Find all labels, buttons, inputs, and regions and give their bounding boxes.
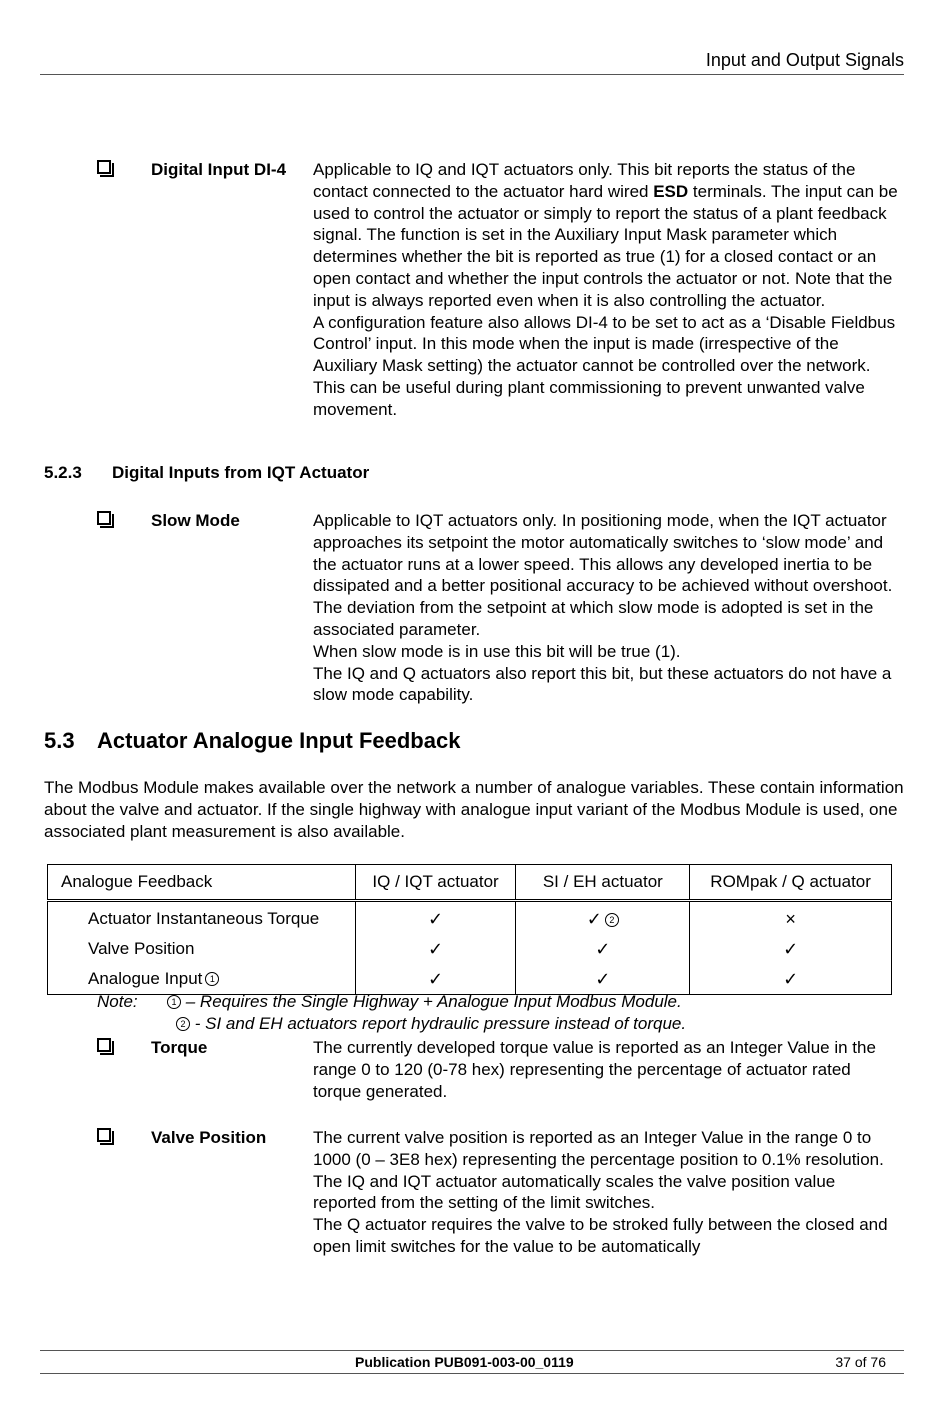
table-header: IQ / IQT actuator xyxy=(355,865,516,901)
entry-description xyxy=(313,1127,903,1258)
footnote-marker: 1 xyxy=(167,995,181,1009)
footnote-marker: 2 xyxy=(605,913,619,927)
cross-mark-icon: × xyxy=(785,908,796,929)
checkbox-bullet-icon xyxy=(97,1128,111,1142)
note-line-1: 1 – Requires the Single Highway + Analogue Input Modbus Module. xyxy=(164,991,682,1013)
esd-emphasis: ESD xyxy=(653,181,689,201)
section-intro: The Modbus Module makes available over the network a number of analogue variables. These contain information about the valve and actuator. If the single highway with analogue input variant of the Modbus Module is used, one associated plant measurement is also available. xyxy=(44,778,904,841)
check-mark-icon: ✓ xyxy=(428,938,444,959)
table-row xyxy=(48,964,892,995)
entry-paragraph: When slow mode is in use this bit will be true (1). xyxy=(313,641,681,661)
entry-term: Digital Input DI-4 xyxy=(151,160,287,179)
section-number: 5.3 xyxy=(44,728,75,753)
note-label: Note: xyxy=(97,992,138,1011)
table-cell xyxy=(690,934,892,964)
table-cell xyxy=(516,901,690,935)
checkbox-bullet-icon xyxy=(97,511,111,525)
entry-paragraph: The currently developed torque value is reported as an Integer Value in the range 0 to 120 (0-78 hex) representing the percentage of actuator rated torque generated. xyxy=(313,1038,876,1101)
table-cell xyxy=(516,964,690,995)
page-number: 37 of 76 xyxy=(835,1354,886,1370)
note-line-2: 2 - SI and EH actuators report hydraulic pressure instead of torque. xyxy=(173,1013,686,1035)
subsection-title: Digital Inputs from IQT Actuator xyxy=(112,463,370,482)
table-row xyxy=(48,934,892,964)
subsection-number: 5.2.3 xyxy=(44,463,82,482)
entry-term: Slow Mode xyxy=(151,511,240,530)
entry-term: Valve Position xyxy=(151,1128,267,1147)
table-header-row xyxy=(48,865,892,901)
subsection-heading xyxy=(44,463,369,483)
checkbox-bullet-icon xyxy=(97,160,111,174)
entry-description: Applicable to IQ and IQT actuators only. This bit reports the status of the contact connected to the actuator hard wired ESD terminals. The input can be used to control the actuator or simply to report the status of a plant feedback signal. The function is set in the Auxiliary Input Mask parameter which determines whether the bit is reported as true (1) for a closed contact or an open contact and whether the input controls the actuator or not. Note that the input is always reported even when it is also controlling the actuator. A configuration feature also allows DI-4 to be set to act as a ‘Disable Fieldbus Control’ input. In this mode when the input is made (irrespective of the Auxiliary Mask setting) the actuator cannot be controlled over the network. This can be useful during plant commissioning to prevent unwanted valve movement. xyxy=(313,159,903,421)
row-label: Actuator Instantaneous Torque xyxy=(48,901,356,935)
entry-paragraph: The IQ and Q actuators also report this bit, but these actuators do not have a slow mode capability. xyxy=(313,663,892,705)
entry-paragraph: The IQ and IQT actuator automatically scales the valve position value reported from the setting of the limit switches. xyxy=(313,1171,836,1213)
check-mark-icon: ✓ xyxy=(428,968,444,989)
header-title: Input and Output Signals xyxy=(705,50,904,70)
table-cell xyxy=(690,901,892,935)
table-cell xyxy=(690,964,892,995)
table-header: SI / EH actuator xyxy=(516,865,690,901)
row-label: Valve Position xyxy=(48,934,356,964)
table-cell xyxy=(355,964,516,995)
entry-paragraph: Applicable to IQT actuators only. In positioning mode, when the IQT actuator approaches its setpoint the motor automatically switches to ‘slow mode’ and the actuator runs at a lower speed. This allows any developed inertia to be dissipated and a better positional accuracy to be achieved without overshoot. The deviation from the setpoint at which slow mode is adopted is set in the associated parameter. xyxy=(313,511,893,639)
check-mark-icon: ✓ xyxy=(783,938,799,959)
check-mark-icon: ✓ xyxy=(595,938,611,959)
entry-term: Torque xyxy=(151,1038,208,1057)
entry-paragraph: The Q actuator requires the valve to be stroked fully between the closed and open limit switches for the value to be automatically xyxy=(313,1215,888,1256)
check-mark-icon: ✓ xyxy=(428,908,444,929)
table-cell xyxy=(516,934,690,964)
entry-description xyxy=(313,1037,903,1102)
check-mark-icon: ✓ xyxy=(586,908,602,929)
table-cell xyxy=(355,901,516,935)
table-header: ROMpak / Q actuator xyxy=(690,865,892,901)
publication-id: Publication PUB091-003-00_0119 xyxy=(355,1354,574,1370)
footnote-marker: 1 xyxy=(205,972,219,986)
table-cell xyxy=(355,934,516,964)
check-mark-icon: ✓ xyxy=(783,968,799,989)
row-label: Analogue Input 1 xyxy=(48,964,356,995)
entry-paragraph: A configuration feature also allows DI-4 to be set to act as a ‘Disable Fieldbus Control’ input. In this mode when the input is made (irrespective of the Auxiliary Mask setting) the actuator cannot be controlled over the network. This can be useful during plant commissioning to prevent unwanted valve movement. xyxy=(313,312,896,419)
entry-paragraph: The current valve position is reported as an Integer Value in the range 0 to 1000 (0 – 3E8 hex) representing the percentage position to 0.1% resolution. xyxy=(313,1128,884,1169)
running-header xyxy=(40,50,904,75)
section-heading xyxy=(44,728,460,754)
table-row xyxy=(48,901,892,935)
entry-description xyxy=(313,510,903,706)
check-mark-icon: ✓ xyxy=(595,968,611,989)
analogue-feedback-table xyxy=(47,864,892,995)
table-header: Analogue Feedback xyxy=(48,865,356,901)
section-title: Actuator Analogue Input Feedback xyxy=(97,728,461,753)
running-footer xyxy=(40,1350,904,1374)
footnote-marker: 2 xyxy=(176,1017,190,1031)
checkbox-bullet-icon xyxy=(97,1038,111,1052)
